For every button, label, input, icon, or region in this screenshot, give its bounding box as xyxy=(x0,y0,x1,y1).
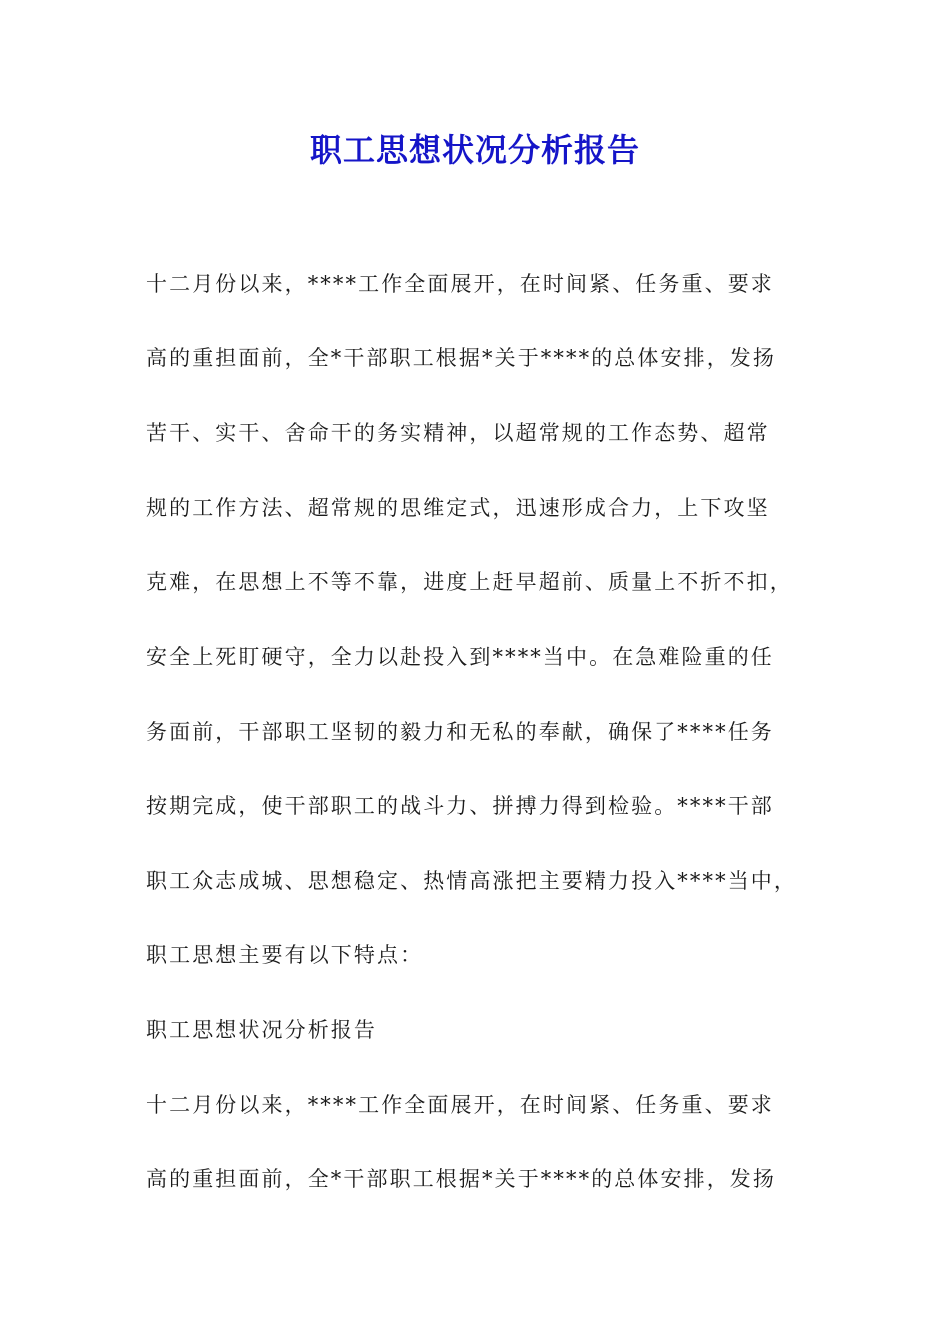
body-line: 按期完成，使干部职工的战斗力、拼搏力得到检验。****干部 xyxy=(146,794,774,818)
document-title: 职工思想状况分析报告 xyxy=(309,131,640,169)
body-line: 高的重担面前，全*干部职工根据*关于****的总体安排，发扬 xyxy=(146,1167,776,1191)
section-heading: 职工思想状况分析报告 xyxy=(146,1018,377,1042)
body-line: 安全上死盯硬守，全力以赴投入到****当中。在急难险重的任 xyxy=(146,645,774,669)
body-line: 克难，在思想上不等不靠，进度上赶早超前、质量上不折不扣， xyxy=(146,570,793,594)
body-line: 十二月份以来，****工作全面展开，在时间紧、任务重、要求 xyxy=(146,272,774,296)
body-line: 务面前，干部职工坚韧的毅力和无私的奉献，确保了****任务 xyxy=(146,720,774,744)
body-line: 高的重担面前，全*干部职工根据*关于****的总体安排，发扬 xyxy=(146,346,776,370)
body-line: 规的工作方法、超常规的思维定式，迅速形成合力，上下攻坚 xyxy=(146,496,770,520)
body-line: 苦干、实干、舍命干的务实精神，以超常规的工作态势、超常 xyxy=(146,421,770,445)
body-line: 职工众志成城、思想稳定、热情高涨把主要精力投入****当中， xyxy=(146,869,797,893)
body-line: 职工思想主要有以下特点： xyxy=(146,943,424,967)
body-line: 十二月份以来，****工作全面展开，在时间紧、任务重、要求 xyxy=(146,1093,774,1117)
